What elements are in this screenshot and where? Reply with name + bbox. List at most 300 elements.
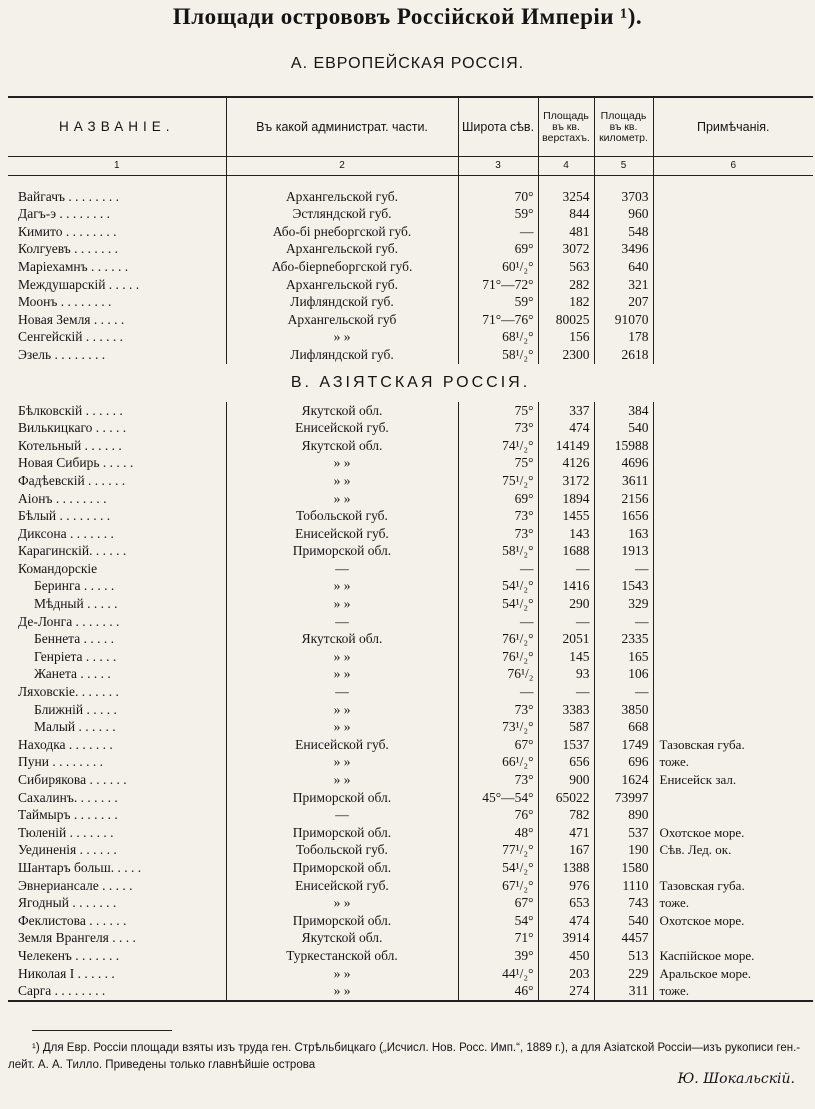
table-row bbox=[8, 753, 813, 771]
island-name: Вилькицкаго . . . . . bbox=[18, 420, 127, 436]
latitude: 54¹/₂° bbox=[458, 577, 538, 595]
note bbox=[653, 240, 813, 258]
table-row bbox=[8, 982, 813, 1001]
note bbox=[653, 276, 813, 294]
latitude: 39° bbox=[458, 947, 538, 965]
area-versts: 167 bbox=[538, 841, 594, 859]
note bbox=[653, 595, 813, 613]
admin-unit: » » bbox=[226, 771, 458, 789]
area-km: 1749 bbox=[594, 736, 653, 754]
admin-unit: Архангельской губ bbox=[226, 311, 458, 329]
table-row bbox=[8, 841, 813, 859]
table-row bbox=[8, 328, 813, 346]
note bbox=[653, 718, 813, 736]
area-versts: 563 bbox=[538, 258, 594, 276]
area-km: 1580 bbox=[594, 859, 653, 877]
table-row bbox=[8, 789, 813, 807]
header-notes: Примѣчанія. bbox=[653, 97, 813, 157]
admin-unit: — bbox=[226, 613, 458, 631]
area-km: 3496 bbox=[594, 240, 653, 258]
area-km: 163 bbox=[594, 525, 653, 543]
footnote-rule bbox=[32, 1030, 172, 1031]
area-km: — bbox=[594, 613, 653, 631]
area-km: 311 bbox=[594, 982, 653, 1001]
island-name: Сахалинъ. . . . . . . bbox=[18, 789, 118, 805]
latitude: 44¹/₂° bbox=[458, 965, 538, 983]
island-name: Карагинскій. . . . . . bbox=[18, 543, 127, 559]
area-km: 3611 bbox=[594, 472, 653, 490]
column-number: 2 bbox=[226, 157, 458, 176]
area-versts: 274 bbox=[538, 982, 594, 1001]
latitude: 67¹/₂° bbox=[458, 877, 538, 895]
area-km: 207 bbox=[594, 293, 653, 311]
column-number: 1 bbox=[8, 157, 226, 176]
note bbox=[653, 789, 813, 807]
island-name: Феклистова . . . . . . bbox=[18, 912, 127, 928]
latitude: — bbox=[458, 560, 538, 578]
note bbox=[653, 437, 813, 455]
island-name: Котельный . . . . . . bbox=[18, 437, 122, 453]
admin-unit: Лифляндской губ. bbox=[226, 293, 458, 311]
latitude: 66¹/₂° bbox=[458, 753, 538, 771]
note bbox=[653, 419, 813, 437]
note: Охотское море. bbox=[653, 912, 813, 930]
note: тоже. bbox=[653, 753, 813, 771]
area-km: 2618 bbox=[594, 346, 653, 364]
table-row bbox=[8, 560, 813, 578]
table-row bbox=[8, 293, 813, 311]
note: Тазовская губа. bbox=[653, 877, 813, 895]
area-km: 3703 bbox=[594, 188, 653, 206]
latitude: 73° bbox=[458, 507, 538, 525]
table-row bbox=[8, 701, 813, 719]
table-row bbox=[8, 472, 813, 490]
note: Каспійское море. bbox=[653, 947, 813, 965]
table-row bbox=[8, 205, 813, 223]
admin-unit: Якутской обл. bbox=[226, 929, 458, 947]
admin-unit: Енисейской губ. bbox=[226, 525, 458, 543]
header-row bbox=[8, 97, 813, 157]
note bbox=[653, 613, 813, 631]
note bbox=[653, 630, 813, 648]
admin-unit: — bbox=[226, 806, 458, 824]
area-km: 743 bbox=[594, 894, 653, 912]
admin-unit: Приморской обл. bbox=[226, 789, 458, 807]
admin-unit: — bbox=[226, 560, 458, 578]
note bbox=[653, 205, 813, 223]
area-km: 91070 bbox=[594, 311, 653, 329]
area-km: 384 bbox=[594, 402, 653, 420]
island-name: Командорскіе bbox=[18, 560, 98, 576]
note bbox=[653, 293, 813, 311]
area-km: — bbox=[594, 560, 653, 578]
island-name: Колгуевъ . . . . . . . bbox=[18, 241, 119, 257]
latitude: 75° bbox=[458, 454, 538, 472]
table-row bbox=[8, 877, 813, 895]
header-admin: Въ какой администрат. части. bbox=[226, 97, 458, 157]
table-row bbox=[8, 311, 813, 329]
area-versts: 653 bbox=[538, 894, 594, 912]
admin-unit: Енисейской губ. bbox=[226, 419, 458, 437]
table-row bbox=[8, 454, 813, 472]
latitude: 59° bbox=[458, 293, 538, 311]
island-name: Таймыръ . . . . . . . bbox=[18, 807, 118, 823]
admin-unit: » » bbox=[226, 982, 458, 1001]
admin-unit: — bbox=[226, 683, 458, 701]
admin-unit: Эстляндской губ. bbox=[226, 205, 458, 223]
spacer-row bbox=[8, 175, 813, 188]
note bbox=[653, 311, 813, 329]
latitude: 54¹/₂° bbox=[458, 595, 538, 613]
islands-table bbox=[8, 96, 813, 1002]
area-km: 4696 bbox=[594, 454, 653, 472]
table-row bbox=[8, 648, 813, 666]
admin-unit: Лифляндской губ. bbox=[226, 346, 458, 364]
area-versts: 450 bbox=[538, 947, 594, 965]
admin-unit: » » bbox=[226, 328, 458, 346]
area-versts: 65022 bbox=[538, 789, 594, 807]
header-latitude: Широта сѣв. bbox=[458, 97, 538, 157]
latitude: 71° bbox=[458, 929, 538, 947]
area-versts: 1894 bbox=[538, 490, 594, 508]
latitude: 73° bbox=[458, 701, 538, 719]
admin-unit: Або-біерneборгской губ. bbox=[226, 258, 458, 276]
admin-unit: Якутской обл. bbox=[226, 630, 458, 648]
column-number: 4 bbox=[538, 157, 594, 176]
latitude: 76° bbox=[458, 806, 538, 824]
header-area-versts: Площадь въ кв. верстахъ. bbox=[538, 97, 594, 157]
note bbox=[653, 665, 813, 683]
table-row bbox=[8, 577, 813, 595]
latitude: 73¹/₂° bbox=[458, 718, 538, 736]
note: тоже. bbox=[653, 894, 813, 912]
latitude: 76¹/₂° bbox=[458, 630, 538, 648]
island-name: Челекенъ . . . . . . . bbox=[18, 947, 120, 963]
table-row bbox=[8, 223, 813, 241]
note bbox=[653, 490, 813, 508]
note: Енисейск зал. bbox=[653, 771, 813, 789]
latitude: 73° bbox=[458, 771, 538, 789]
latitude: 75¹/₂° bbox=[458, 472, 538, 490]
island-name: Беринга . . . . . bbox=[34, 578, 115, 594]
island-name: Эвнериансале . . . . . bbox=[18, 877, 133, 893]
table-row bbox=[8, 894, 813, 912]
note bbox=[653, 560, 813, 578]
island-name: Аіонъ . . . . . . . . bbox=[18, 490, 107, 506]
area-versts: — bbox=[538, 613, 594, 631]
area-km: 513 bbox=[594, 947, 653, 965]
area-km: 890 bbox=[594, 806, 653, 824]
island-name: Диксона . . . . . . . bbox=[18, 525, 114, 541]
note bbox=[653, 577, 813, 595]
admin-unit: » » bbox=[226, 490, 458, 508]
admin-unit: Тобольской губ. bbox=[226, 841, 458, 859]
table-row bbox=[8, 912, 813, 930]
area-versts: 182 bbox=[538, 293, 594, 311]
area-versts: 1537 bbox=[538, 736, 594, 754]
area-versts: 900 bbox=[538, 771, 594, 789]
latitude: — bbox=[458, 683, 538, 701]
table-row bbox=[8, 630, 813, 648]
header-area-km: Площадь въ кв. километр. bbox=[594, 97, 653, 157]
area-versts: 1388 bbox=[538, 859, 594, 877]
island-name: Шантаръ больш. . . . . bbox=[18, 859, 142, 875]
latitude: 68¹/₂° bbox=[458, 328, 538, 346]
island-name: Генріета . . . . . bbox=[34, 648, 117, 664]
table-row bbox=[8, 240, 813, 258]
table-row bbox=[8, 824, 813, 842]
area-versts: 976 bbox=[538, 877, 594, 895]
area-versts: — bbox=[538, 683, 594, 701]
area-versts: 782 bbox=[538, 806, 594, 824]
section-europe-heading: А. ЕВРОПЕЙСКАЯ РОССІЯ. bbox=[290, 55, 525, 72]
admin-unit: » » bbox=[226, 472, 458, 490]
note: Тазовская губа. bbox=[653, 736, 813, 754]
area-versts: 3072 bbox=[538, 240, 594, 258]
latitude: 59° bbox=[458, 205, 538, 223]
note: Аральское море. bbox=[653, 965, 813, 983]
note bbox=[653, 346, 813, 364]
area-versts: 656 bbox=[538, 753, 594, 771]
island-name: Дагъ-э . . . . . . . . bbox=[18, 206, 111, 222]
column-number: 5 bbox=[594, 157, 653, 176]
admin-unit: » » bbox=[226, 753, 458, 771]
section-asia-row bbox=[8, 364, 813, 402]
area-versts: 203 bbox=[538, 965, 594, 983]
table-row bbox=[8, 402, 813, 420]
column-number-row bbox=[8, 157, 813, 176]
admin-unit: Або-бі рнеборгской губ. bbox=[226, 223, 458, 241]
island-name: Новая Земля . . . . . bbox=[18, 311, 125, 327]
note: Сѣв. Лед. ок. bbox=[653, 841, 813, 859]
island-name: Де-Лонга . . . . . . . bbox=[18, 613, 120, 629]
admin-unit: Архангельской губ. bbox=[226, 276, 458, 294]
area-versts: 14149 bbox=[538, 437, 594, 455]
island-name: Маріехамнъ . . . . . . bbox=[18, 258, 129, 274]
note bbox=[653, 188, 813, 206]
area-versts: — bbox=[538, 560, 594, 578]
header-name: НАЗВАНІЕ. bbox=[8, 97, 226, 157]
island-name: Николая I . . . . . . bbox=[18, 965, 115, 981]
island-name: Ягодный . . . . . . . bbox=[18, 895, 117, 911]
note bbox=[653, 929, 813, 947]
note bbox=[653, 701, 813, 719]
table-row bbox=[8, 490, 813, 508]
area-km: 190 bbox=[594, 841, 653, 859]
table-row bbox=[8, 507, 813, 525]
area-km: 2335 bbox=[594, 630, 653, 648]
table-row bbox=[8, 419, 813, 437]
area-versts: 93 bbox=[538, 665, 594, 683]
latitude: 76¹/₂ bbox=[458, 665, 538, 683]
note bbox=[653, 525, 813, 543]
admin-unit: » » bbox=[226, 718, 458, 736]
table-row bbox=[8, 437, 813, 455]
page-title: Площади острововъ Россійской Имперіи ¹). bbox=[172, 4, 643, 29]
table-row bbox=[8, 525, 813, 543]
latitude: 67° bbox=[458, 736, 538, 754]
admin-unit: Енисейской губ. bbox=[226, 736, 458, 754]
area-km: 4457 bbox=[594, 929, 653, 947]
latitude: 77¹/₂° bbox=[458, 841, 538, 859]
table-row bbox=[8, 965, 813, 983]
island-name: Мѣдный . . . . . bbox=[34, 596, 118, 612]
admin-unit: Приморской обл. bbox=[226, 542, 458, 560]
island-name: Фадѣевскій . . . . . . bbox=[18, 472, 126, 488]
latitude: 58¹/₂° bbox=[458, 346, 538, 364]
signature: Ю. Шокальскій. bbox=[677, 1071, 795, 1087]
latitude: 54° bbox=[458, 912, 538, 930]
column-number: 6 bbox=[653, 157, 813, 176]
area-versts: 1455 bbox=[538, 507, 594, 525]
latitude: 45°—54° bbox=[458, 789, 538, 807]
island-name: Междушарскій . . . . . bbox=[18, 276, 140, 292]
table-row bbox=[8, 718, 813, 736]
area-versts: 471 bbox=[538, 824, 594, 842]
area-versts: 3914 bbox=[538, 929, 594, 947]
area-versts: 80025 bbox=[538, 311, 594, 329]
area-versts: 290 bbox=[538, 595, 594, 613]
area-versts: 337 bbox=[538, 402, 594, 420]
note: тоже. bbox=[653, 982, 813, 1001]
latitude: 75° bbox=[458, 402, 538, 420]
area-km: 2156 bbox=[594, 490, 653, 508]
table-row bbox=[8, 947, 813, 965]
table-row bbox=[8, 736, 813, 754]
latitude: 60¹/₂° bbox=[458, 258, 538, 276]
table-row bbox=[8, 613, 813, 631]
note bbox=[653, 223, 813, 241]
footnote: ¹) Для Евр. Россіи площади взяты изъ труда ген. Стрѣльбицкаго („Исчисл. Нов. Росс. Имп.“, 1889 г.), а для Азіатской Россіи—изъ рукописи ген.-лейт. А. А. Тилло. Приведены только главнѣйшіе острова bbox=[8, 1042, 801, 1071]
area-km: 73997 bbox=[594, 789, 653, 807]
table-row bbox=[8, 929, 813, 947]
latitude: — bbox=[458, 613, 538, 631]
latitude: 46° bbox=[458, 982, 538, 1001]
admin-unit: Приморской обл. bbox=[226, 912, 458, 930]
table-row bbox=[8, 542, 813, 560]
area-versts: 1416 bbox=[538, 577, 594, 595]
latitude: 73° bbox=[458, 419, 538, 437]
area-versts: 3172 bbox=[538, 472, 594, 490]
area-km: 15988 bbox=[594, 437, 653, 455]
admin-unit: » » bbox=[226, 595, 458, 613]
admin-unit: » » bbox=[226, 665, 458, 683]
admin-unit: » » bbox=[226, 965, 458, 983]
island-name: Новая Сибирь . . . . . bbox=[18, 455, 134, 471]
note bbox=[653, 542, 813, 560]
area-km: 329 bbox=[594, 595, 653, 613]
admin-unit: » » bbox=[226, 648, 458, 666]
island-name: Уединенія . . . . . . bbox=[18, 842, 117, 858]
area-km: 106 bbox=[594, 665, 653, 683]
note: Охотское море. bbox=[653, 824, 813, 842]
area-versts: 4126 bbox=[538, 454, 594, 472]
island-name: Ближній . . . . . bbox=[34, 701, 117, 717]
note bbox=[653, 472, 813, 490]
area-versts: 474 bbox=[538, 419, 594, 437]
admin-unit: Приморской обл. bbox=[226, 859, 458, 877]
island-name: Кимито . . . . . . . . bbox=[18, 223, 117, 239]
section-asia-heading: В. АЗІЯТСКАЯ РОССІЯ. bbox=[290, 373, 531, 391]
admin-unit: » » bbox=[226, 894, 458, 912]
latitude: 73° bbox=[458, 525, 538, 543]
note bbox=[653, 402, 813, 420]
note bbox=[653, 859, 813, 877]
area-versts: 2300 bbox=[538, 346, 594, 364]
area-versts: 587 bbox=[538, 718, 594, 736]
island-name: Находка . . . . . . . bbox=[18, 736, 113, 752]
area-km: 1656 bbox=[594, 507, 653, 525]
table-row bbox=[8, 683, 813, 701]
admin-unit: » » bbox=[226, 701, 458, 719]
area-versts: 1688 bbox=[538, 542, 594, 560]
island-name: Беннета . . . . . bbox=[34, 631, 114, 647]
note bbox=[653, 648, 813, 666]
island-name: Моонъ . . . . . . . . bbox=[18, 294, 112, 310]
island-name: Жанета . . . . . bbox=[34, 666, 111, 682]
latitude: 70° bbox=[458, 188, 538, 206]
area-km: 1913 bbox=[594, 542, 653, 560]
area-km: 165 bbox=[594, 648, 653, 666]
area-km: 229 bbox=[594, 965, 653, 983]
table-row bbox=[8, 258, 813, 276]
table-row bbox=[8, 188, 813, 206]
area-km: 1543 bbox=[594, 577, 653, 595]
admin-unit: Якутской обл. bbox=[226, 402, 458, 420]
latitude: 71°—76° bbox=[458, 311, 538, 329]
island-name: Малый . . . . . . bbox=[34, 719, 116, 735]
area-km: 537 bbox=[594, 824, 653, 842]
area-km: 540 bbox=[594, 419, 653, 437]
table-row bbox=[8, 771, 813, 789]
table-row bbox=[8, 665, 813, 683]
area-km: 548 bbox=[594, 223, 653, 241]
latitude: — bbox=[458, 223, 538, 241]
area-km: 540 bbox=[594, 912, 653, 930]
latitude: 74¹/₂° bbox=[458, 437, 538, 455]
area-km: 696 bbox=[594, 753, 653, 771]
area-km: 321 bbox=[594, 276, 653, 294]
latitude: 67° bbox=[458, 894, 538, 912]
area-km: — bbox=[594, 683, 653, 701]
area-km: 1624 bbox=[594, 771, 653, 789]
area-versts: 481 bbox=[538, 223, 594, 241]
area-km: 3850 bbox=[594, 701, 653, 719]
column-number: 3 bbox=[458, 157, 538, 176]
area-versts: 2051 bbox=[538, 630, 594, 648]
island-name: Сибирякова . . . . . . bbox=[18, 772, 127, 787]
area-km: 960 bbox=[594, 205, 653, 223]
note bbox=[653, 683, 813, 701]
island-name: Бѣлый . . . . . . . . bbox=[18, 508, 111, 524]
area-versts: 145 bbox=[538, 648, 594, 666]
note bbox=[653, 328, 813, 346]
area-versts: 3383 bbox=[538, 701, 594, 719]
table-row bbox=[8, 276, 813, 294]
admin-unit: Туркестанской обл. bbox=[226, 947, 458, 965]
island-name: Тюленій . . . . . . . bbox=[18, 824, 114, 840]
note bbox=[653, 507, 813, 525]
admin-unit: Якутской обл. bbox=[226, 437, 458, 455]
admin-unit: Архангельской губ. bbox=[226, 240, 458, 258]
island-name: Пуни . . . . . . . . bbox=[18, 754, 103, 770]
admin-unit: » » bbox=[226, 454, 458, 472]
area-km: 1110 bbox=[594, 877, 653, 895]
note bbox=[653, 258, 813, 276]
table-row bbox=[8, 859, 813, 877]
area-versts: 143 bbox=[538, 525, 594, 543]
island-name: Сарга . . . . . . . . bbox=[8, 982, 226, 1001]
